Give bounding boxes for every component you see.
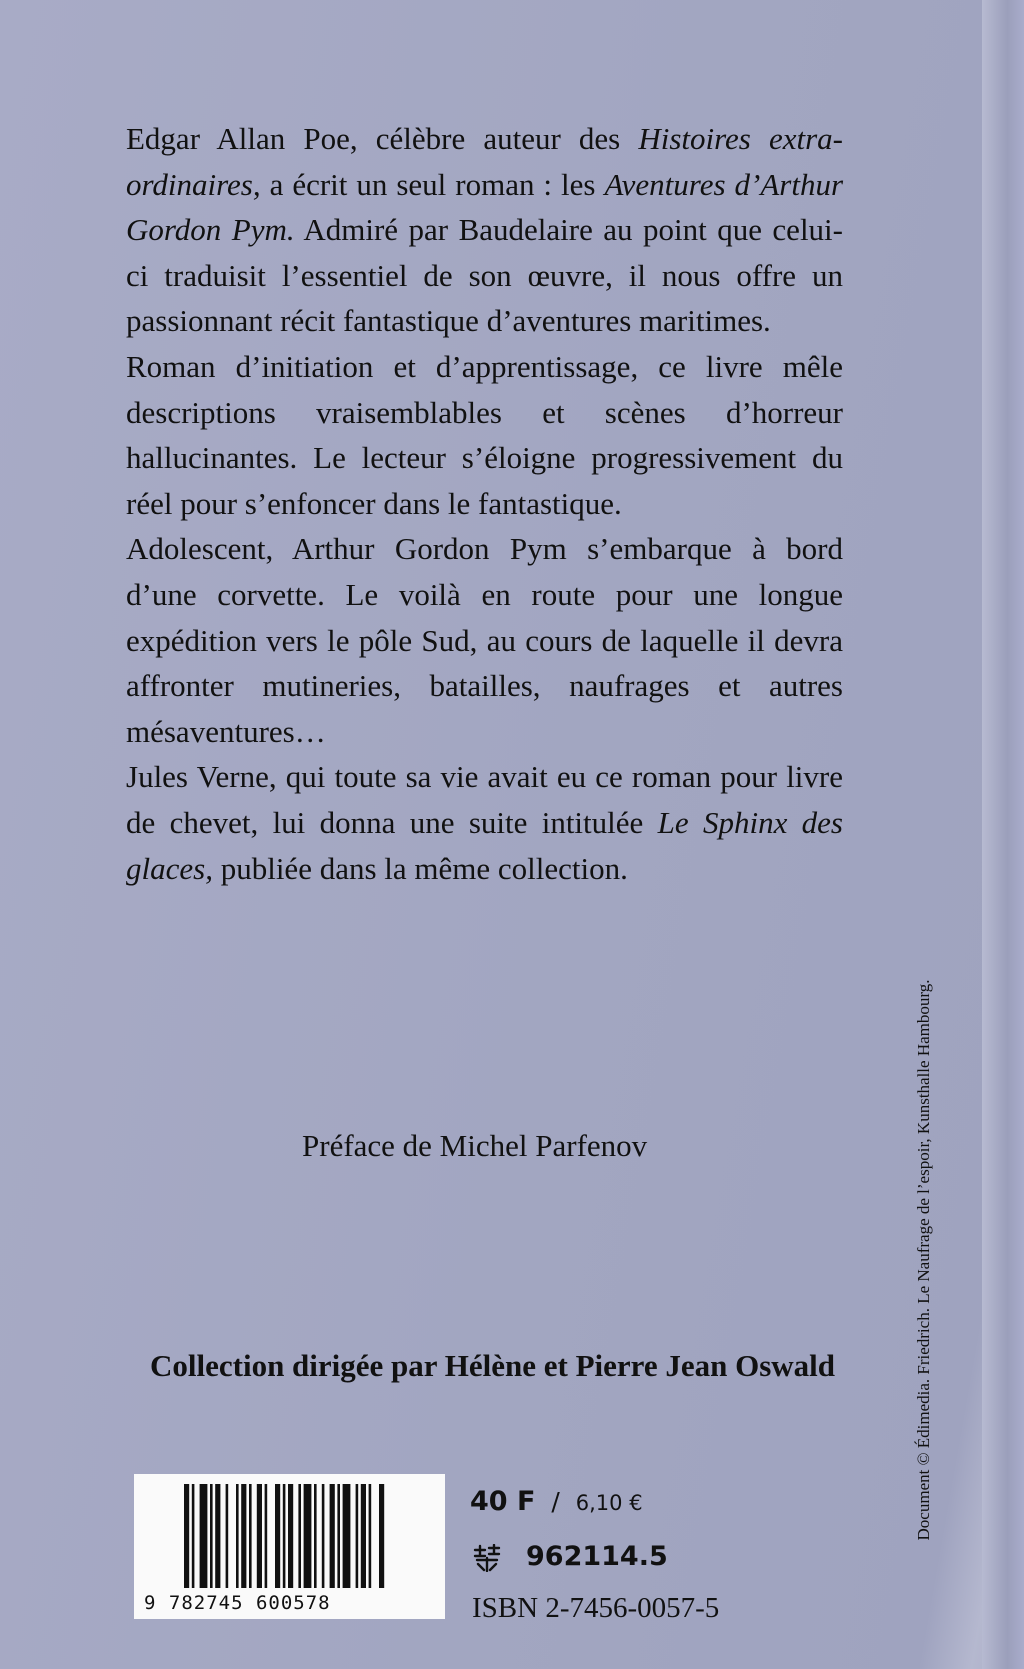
barcode-bar	[226, 1484, 229, 1588]
barcode-bars	[134, 1474, 445, 1594]
publisher-logo-icon	[472, 1544, 502, 1572]
barcode-bar	[249, 1484, 252, 1588]
barcode-bar	[257, 1484, 262, 1588]
blurb	[126, 116, 843, 891]
spine-edge	[982, 0, 1024, 1669]
barcode-number: 9 782745 600578	[144, 1592, 331, 1614]
blurb-text: Admiré par Baudelaire au point que celui-ci traduisit l’essentiel de son œuvre, il nous offre un passionnant récit fantastique d’aventures maritimes.	[126, 212, 843, 339]
barcode-bar	[288, 1484, 293, 1588]
barcode-bar	[210, 1484, 213, 1588]
barcode-bar	[241, 1484, 246, 1588]
price	[470, 1486, 643, 1517]
barcode-bar	[236, 1484, 239, 1588]
barcode-bar	[192, 1484, 195, 1588]
barcode-bar	[283, 1484, 286, 1588]
collection-editors: Collection dirigée par Hélène et Pierre Jean Oswald	[150, 1348, 836, 1383]
blurb-paragraph-4	[126, 754, 843, 891]
image-credit: Document © Édimedia. Friedrich. Le Naufrage de l’espoir, Kunsthalle Hambourg.	[914, 979, 933, 1541]
blurb-paragraph-3: Adolescent, Arthur Gordon Pym s’embarque à bord d’une corvette. Le voilà en route pour une longue expédition vers le pôle Sud, au cours de laquelle il devra affronter mutineries, batailles, naufrages et autres mésaventures…	[126, 531, 843, 749]
barcode-bar	[369, 1484, 372, 1588]
blurb-text: publiée dans la même collection.	[212, 850, 628, 886]
product-code	[472, 1541, 668, 1572]
barcode-bar	[379, 1484, 384, 1588]
barcode-bar	[298, 1484, 301, 1588]
barcode-bar	[304, 1484, 312, 1588]
price-separator: /	[551, 1487, 560, 1516]
product-code-value: 962114.5	[526, 1541, 668, 1572]
barcode	[134, 1474, 445, 1619]
blurb-text: a écrit un seul roman : les	[260, 166, 605, 202]
barcode-bar	[215, 1484, 220, 1588]
barcode-bar	[200, 1484, 208, 1588]
isbn: ISBN 2-7456-0057-5	[472, 1592, 720, 1624]
barcode-bar	[343, 1484, 351, 1588]
blurb-paragraph-2: Roman d’initiation et d’apprentissage, ce livre mêle descriptions vraisemblables et scènes d’horreur hallucinantes. Le lecteur s’éloigne progressivement du réel pour s’enfoncer dans le fantastique.	[126, 348, 843, 521]
preface-credit: Préface de Michel Parfenov	[302, 1128, 648, 1163]
blurb-text: Jules Verne, qui toute sa vie avait eu ce roman pour livre de chevet, lui donna une suite intitulée	[126, 759, 843, 840]
blurb-paragraph-1	[126, 116, 843, 344]
blurb-text: Edgar Allan Poe, célèbre auteur des	[126, 121, 639, 156]
barcode-bar	[330, 1484, 335, 1588]
barcode-bar	[361, 1484, 366, 1588]
price-euros: 6,10 €	[575, 1491, 643, 1515]
book-title-sphinx: Le Sphinx des glaces,	[126, 804, 843, 886]
barcode-bar	[314, 1484, 317, 1588]
barcode-bar	[322, 1484, 325, 1588]
barcode-bar	[337, 1484, 340, 1588]
book-title-histoires: Histoires extra-ordinaires,	[126, 121, 843, 202]
barcode-bar	[356, 1484, 359, 1588]
price-francs: 40 F	[470, 1486, 536, 1517]
barcode-bar	[184, 1484, 189, 1588]
barcode-bar	[275, 1484, 280, 1588]
book-title-pym: Aventures d’Arthur Gordon Pym.	[126, 166, 844, 248]
barcode-bar	[265, 1484, 268, 1588]
